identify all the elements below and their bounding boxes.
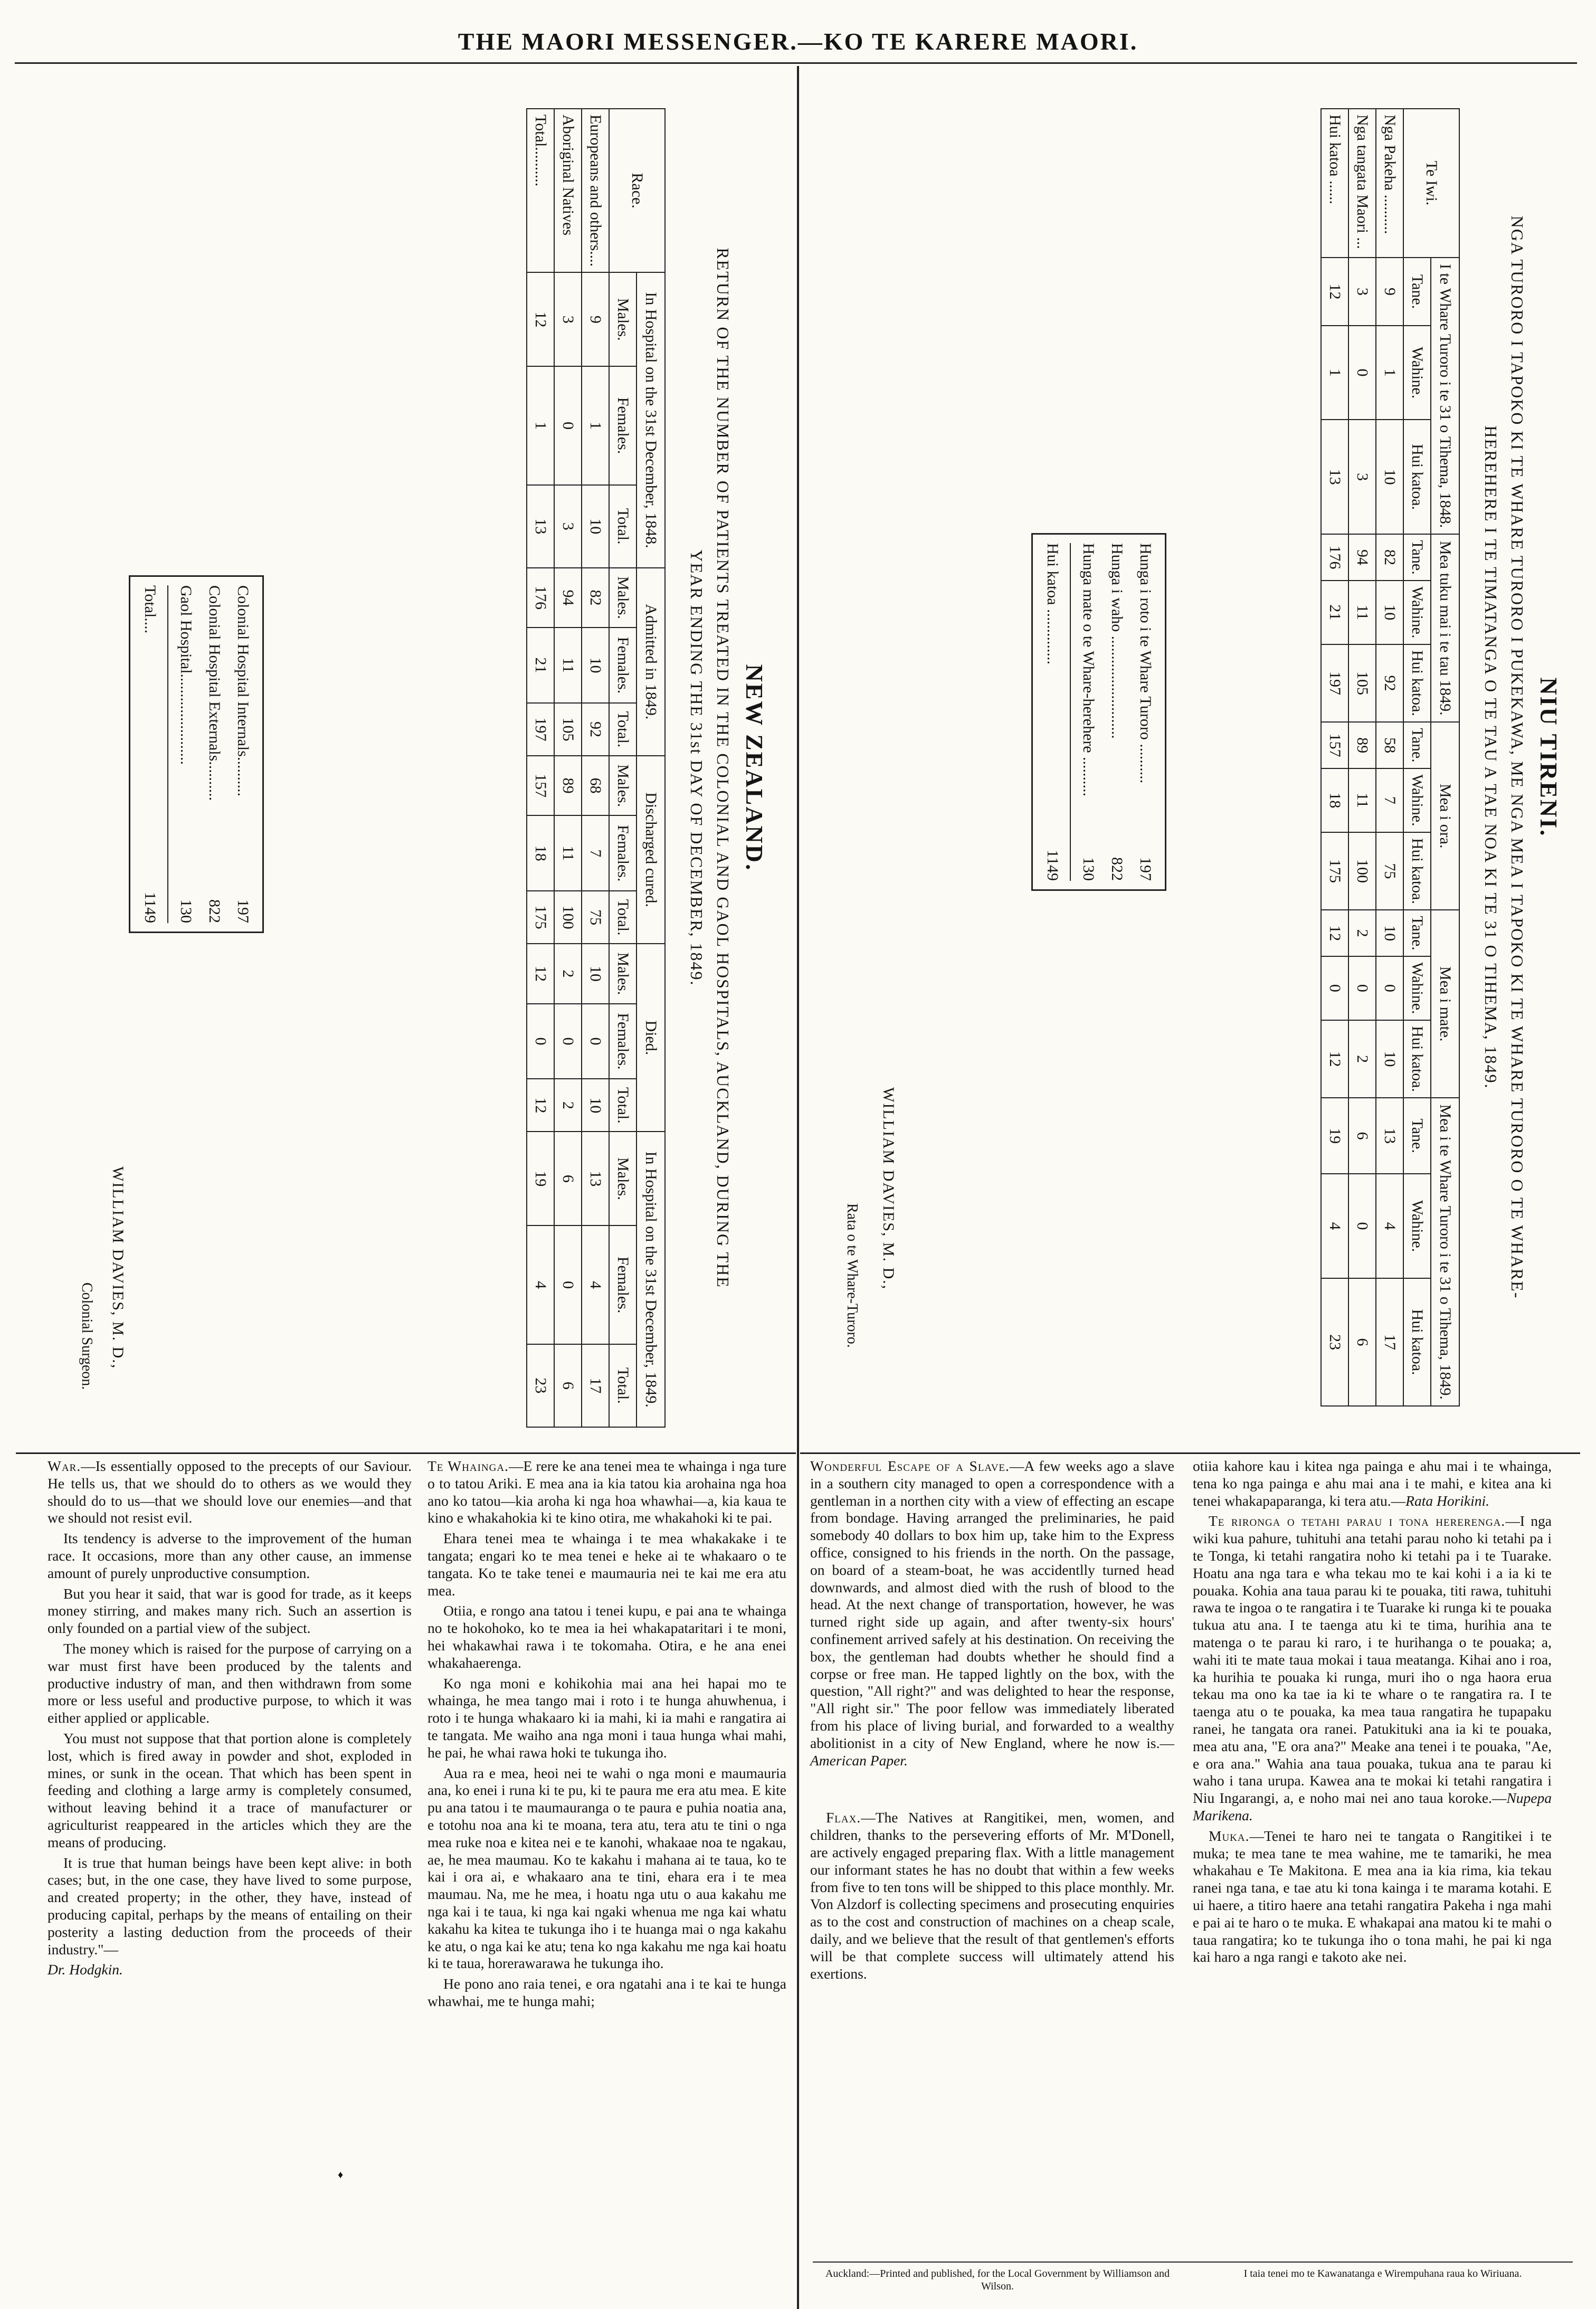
- table-cell: 0: [554, 1004, 582, 1079]
- sub-header-row: [609, 109, 636, 1427]
- table-cell: 18: [527, 815, 554, 891]
- table-cell: 1: [527, 366, 554, 484]
- sub-header: Males.: [609, 1132, 636, 1225]
- sub-header: Tane.: [1403, 534, 1431, 581]
- table-cell: 68: [582, 756, 609, 815]
- table-cell: 100: [554, 891, 582, 944]
- slave-title: Wonderful Escape of a Slave.: [810, 1458, 1010, 1474]
- flax-title: Flax.: [826, 1809, 861, 1826]
- table-cell: 6: [554, 1132, 582, 1225]
- row-label: Europeans and others....: [582, 109, 609, 272]
- article-war: [48, 1458, 412, 1982]
- niu-tireni-heading: NIU TIRENI.: [1535, 677, 1562, 838]
- table-cell: 10: [582, 628, 609, 703]
- slave-p1-text: —A few weeks ago a slave in a southern city managed to open a correspondence with a gentleman in a northen city with a view of effecting an escape from bondage. Having arranged the preliminaries, he paid somebody 40 dollars to box him up, take him to the Express office, consigned to his friends in the north. On the passage, on board of a steam-boat, he was accidentlly turned head downwards, and almost died with the rush of blood to the head. At the next change of transportation, however, he was turned right side up again, and after twenty-six hours' confinement arrived safely at his destination. On receiving the box, the gentleman had doubts whether he should find a corpse or free man. He tapped lightly on the box, with the question, "All right?" and was delighted to hear the response, "All right sir." The poor fellow was immediately liberated from his place of living burial, and forwarded to a wealthy abolitionist in a city of New England, where he now is.—: [810, 1458, 1174, 1751]
- table-row: [527, 109, 554, 1427]
- summary-divider: [167, 585, 168, 923]
- table-cell: 75: [582, 891, 609, 944]
- table-row: [1348, 109, 1376, 1406]
- center-column-rule: [797, 66, 799, 2309]
- table-cell: 0: [1348, 326, 1376, 420]
- subtitle-line-1: RETURN OF THE NUMBER OF PATIENTS TREATED IN THE COLONIAL AND GAOL HOSPITALS, AUCKLAND, DURING THE: [714, 248, 733, 1288]
- table-cell: 19: [1321, 1098, 1348, 1174]
- sub-header: Wahine.: [1403, 1174, 1431, 1278]
- table-cell: 10: [582, 1079, 609, 1132]
- niu-tireni-section: [819, 87, 1570, 1428]
- table-cell: 94: [554, 568, 582, 628]
- table-cell: 10: [582, 485, 609, 568]
- table-cell: 7: [1376, 768, 1403, 832]
- table-cell: 21: [1321, 581, 1348, 644]
- summary-label: Gaol Hospital.......................: [177, 585, 195, 765]
- summary-row: [1074, 543, 1103, 881]
- table-cell: 4: [1321, 1174, 1348, 1278]
- niu-tireni-summary: [1031, 533, 1166, 891]
- table-cell: 10: [1376, 581, 1403, 644]
- row-label: Nga tangata Maori ...: [1348, 109, 1376, 258]
- sub-header: Tane.: [1403, 258, 1431, 326]
- flax-p1: [810, 1809, 1174, 1982]
- table-cell: 13: [527, 485, 554, 568]
- summary-value: 822: [206, 899, 223, 923]
- sub-header: Females.: [609, 815, 636, 891]
- whainga-title: Te Whainga.: [428, 1458, 509, 1474]
- table-cell: 157: [527, 756, 554, 815]
- table-cell: 11: [1348, 581, 1376, 644]
- summary-label: Colonial Hospital Externals..........: [206, 585, 223, 801]
- new-zealand-summary: [129, 575, 264, 933]
- table-cell: 105: [1348, 644, 1376, 723]
- table-cell: 12: [1321, 910, 1348, 956]
- sub-header: Wahine.: [1403, 581, 1431, 644]
- table-cell: 0: [527, 1004, 554, 1079]
- group-header: Mea i ora.: [1431, 722, 1459, 910]
- table-cell: 82: [582, 568, 609, 628]
- war-p1-text: —Is essentially opposed to the precepts of our Saviour. He tells us, that we should do to others as we would they should do to us—that we should love our enemies—and that we should not resist evil.: [48, 1458, 412, 1526]
- table-cell: 1: [582, 366, 609, 484]
- sub-header: Wahine.: [1403, 768, 1431, 832]
- row-label: Nga Pakeha ..........: [1376, 109, 1403, 258]
- table-cell: 7: [582, 815, 609, 891]
- summary-row: [200, 585, 229, 923]
- summary-total: [1038, 543, 1067, 881]
- new-zealand-heading: NEW ZEALAND.: [741, 664, 768, 872]
- table-cell: 19: [527, 1132, 554, 1225]
- article-slave-flax: [810, 1458, 1174, 1985]
- sub-header: Males.: [609, 944, 636, 1003]
- summary-label: Hunga i waho ..........................: [1108, 543, 1126, 739]
- sub-header: Total.: [609, 891, 636, 944]
- table-row: [1321, 109, 1348, 1406]
- sub-header: Hui katoa.: [1403, 644, 1431, 723]
- table-cell: 105: [554, 703, 582, 756]
- table-cell: 6: [1348, 1098, 1376, 1174]
- sub-header: Females.: [609, 1225, 636, 1344]
- war-title: War.: [48, 1458, 81, 1474]
- niu-tireni-signature: WILLIAM DAVIES, M. D.,: [880, 1087, 897, 1290]
- sub-header: Total.: [609, 485, 636, 568]
- sub-header: Tane.: [1403, 910, 1431, 956]
- sub-header: Tane.: [1403, 722, 1431, 768]
- footer-right: I taia tenei mo te Kawanatanga e Wirempuhana raua ko Wiriuana.: [1243, 2268, 1522, 2279]
- table-cell: 10: [1376, 1020, 1403, 1098]
- table-cell: 12: [1321, 1020, 1348, 1098]
- sub-header: Females.: [609, 628, 636, 703]
- table-cell: 17: [1376, 1278, 1403, 1406]
- niu-tireni-table: [1320, 108, 1460, 1407]
- summary-total-label: Total....: [141, 585, 159, 634]
- table-cell: 17: [582, 1344, 609, 1427]
- table-cell: 3: [1348, 420, 1376, 534]
- table-cell: 0: [554, 366, 582, 484]
- table-cell: 12: [527, 944, 554, 1003]
- table-cell: 13: [1321, 420, 1348, 534]
- subtitle-line-2: HEREHERE I TE TIMATANGA O TE TAU A TAE NOA KI TE 31 O TIHEMA, 1849.: [1481, 425, 1500, 1089]
- table-cell: 21: [527, 628, 554, 703]
- sub-header: Hui katoa.: [1403, 1278, 1431, 1406]
- table-cell: 12: [527, 1079, 554, 1132]
- spacer: [810, 1772, 1174, 1809]
- whainga-p1-text: —E rere ke ana tenei mea te whainga i nga ture o to tatou Ariki. E mea ana ia kia tatou kia arohaina nga hoa ano ko tatou—kia aroha ki nga hoa whawhai—a, kia kaua te kino e whakahokia ki te kino otira, me whakahoki ki te pai.: [428, 1458, 787, 1526]
- war-p2: Its tendency is adverse to the improvement of the human race. It occasions, more than any other cause, an immense amount of purely unproductive consumption.: [48, 1530, 412, 1581]
- whainga-p3: Otiia, e rongo ana tatou i tenei kupu, e pai ana te whainga no te hokohoko, ko te mea ia hei whakapataritari i te moni, hei whakawhai rawa i te tokomaha. Otira, e he ana enei whakahaerenga.: [428, 1602, 786, 1671]
- table-cell: 23: [527, 1344, 554, 1427]
- table-cell: 4: [582, 1225, 609, 1344]
- table-cell: 94: [1348, 534, 1376, 581]
- summary-value: 822: [1108, 857, 1126, 881]
- summary-row: [172, 585, 200, 923]
- table-cell: 10: [1376, 420, 1403, 534]
- table-cell: 11: [1348, 768, 1376, 832]
- footer-rule: [813, 2262, 1573, 2263]
- tetahi-text: —I nga wiki kua pahure, tuhituhi ana tetahi parau noho ki tetahi pa i te Tonga, ki tetahi rangatira noho ki tetahi pa i te Tuarake. Hoatu ana nga tara e wha tekau mo te kai kohi i a ia ki te pouaka. Kohia ana taua parau ki te pouaka, titi rawa, tuhituhi rawa te ingoa o te rangatira i te Tuarake ki runga ki te pouaka tukua atu ana. I te taenga atu ki te tima, hurihia ana te matenga o te parau ki raro, i te hurihanga o te pouaka; a, wahi iti te mate taua mokai i taua meatanga. Kihai ano i roa, ka hurihia te pouaka ki runga, muri iho o nga haora erua tekau ma ono ka tae ia ki te whare o te rangatira ra. I te taenga atu o te pouaka, ka mea taua rangatira he tupapaku ranei, he tangata ora ranei. Patukituki ana ia ki te pouaka, mea atu ana, "E ora ana?" Meake ana tenei i te pouaka, "Ae, e ora ana." Wahia ana taua pouaka, tukua ana te parau ki waho i tana urupa. Kawea ana te mokai ki tetahi rangatira i Niu Ingarangi, a, e noho mai nei ano taua koroke.—: [1193, 1513, 1552, 1807]
- group-header: Mea tuku mai i te tau 1849.: [1431, 534, 1459, 722]
- whainga-p5: Aua ra e mea, heoi nei te wahi o nga moni e maumauria ana, ko enei i runa ki te pu, ki te paura me era atu mea. E kite pu ana tatou i te maumauranga o te paura e puhia noatia ana, e totohu noa ana ki te moana, tera atu, tera atu te tini o nga mea ruke noa e kitea nei e te kanohi, whakaae noa te ngakau, ae, he mea maumau. Ko te kakahu i mahana ai te taua, ko te kai i ora ai, e whakaaro ana te tini, ehara era i te mea maumau. Na, me he mea, i hoatu nga utu o aua kakahu me nga kai i te taua, ki nga kai ngaki whenua me nga kai whatu kakahu ka kitea te tukunga iho i te huanga mai o nga kakahu ke atu, o nga kai ke atu; tena ko nga kakahu me nga kai hoatu ki te taua, horerawarawa he tukunga iho.: [428, 1764, 786, 1972]
- new-zealand-signature-title: Colonial Surgeon.: [79, 1282, 95, 1390]
- table-cell: 0: [1376, 956, 1403, 1020]
- whainga-p6: He pono ano raia tenei, e ora ngatahi ana i te kai te hunga whawhai, me te hunga mahi;: [428, 1975, 786, 2009]
- table-cell: 18: [1321, 768, 1348, 832]
- section-rule-left: [16, 1452, 796, 1454]
- table-cell: 12: [527, 272, 554, 366]
- summary-label: Colonial Hospital Internals..........: [234, 585, 252, 796]
- table-cell: 92: [582, 703, 609, 756]
- col-header-race: Race.: [609, 109, 665, 272]
- sub-header: Total.: [609, 1079, 636, 1132]
- table-cell: 176: [527, 568, 554, 628]
- muka-text: —Tenei te haro nei te tangata o Rangitikei i te muka; te mea tane te mea wahine, me te tamariki, he mea whakahau e Te Makitona. E mea ana ia kia rima, kia tekau ranei nga tana, e tae atu ki tona kainga i te marama kotahi. E ui haere, a titiro haere ana tetahi rangatira Pakeha i nga mahi e pai ai te haro o te muka. E whakapai ana matou ki te mahi o taua rangatira; ko te tukunga iho o tona mahi, he pai ki nga kai haro a nga rangi e takoto ake nei.: [1193, 1827, 1552, 1965]
- table-cell: 82: [1376, 534, 1403, 581]
- sub-header: Males.: [609, 568, 636, 628]
- new-zealand-subtitle: [683, 108, 736, 1428]
- group-header: Mea i mate.: [1431, 910, 1459, 1098]
- table-row: [1376, 109, 1403, 1406]
- col-header-iwi: Te Iwi.: [1403, 109, 1459, 258]
- row-label: Aboriginal Natives: [554, 109, 582, 272]
- whainga-p1: [428, 1458, 786, 1527]
- table-cell: 3: [554, 272, 582, 366]
- table-cell: 13: [582, 1132, 609, 1225]
- tetahi-p: [1193, 1513, 1552, 1824]
- war-cite: Dr. Hodgkin.: [48, 1961, 123, 1978]
- subtitle-line-2: YEAR ENDING THE 31st DAY OF DECEMBER, 1849.: [687, 549, 706, 986]
- table-cell: 10: [582, 944, 609, 1003]
- muka-p: [1193, 1828, 1552, 1966]
- sub-header: Hui katoa.: [1403, 832, 1431, 910]
- table-cell: 175: [1321, 832, 1348, 910]
- table-cell: 2: [1348, 1020, 1376, 1098]
- table-cell: 175: [527, 891, 554, 944]
- whainga-p2: Ehara tenei mea te whainga i te mea whakakake i te tangata; engari ko te mea tenei e heke ai te whakaaro o te tangata. Ko te take tenei e maumauria nei te kai me era atu mea.: [428, 1530, 786, 1599]
- table-cell: 2: [554, 944, 582, 1003]
- summary-total: [136, 585, 164, 923]
- war-p6: It is true that human beings have been kept alive: in both cases; but, in the one case, they have lived to some purpose, and created property; in the other, they have, instead of producing capital, perhaps by the means of entailing on their posterity a lasting deduction from the proceeds of their industry."—: [48, 1854, 412, 1958]
- sub-header: Males.: [609, 272, 636, 366]
- group-header: I te Whare Turoro i te 31 o Tihema, 1848.: [1431, 258, 1459, 534]
- group-header: Discharged cured.: [636, 756, 665, 944]
- table-cell: 197: [1321, 644, 1348, 723]
- ink-mark: ♦: [338, 2169, 344, 2181]
- table-cell: 2: [1348, 910, 1376, 956]
- sub-header: Wahine.: [1403, 326, 1431, 420]
- table-cell: 89: [554, 756, 582, 815]
- table-cell: 176: [1321, 534, 1348, 581]
- table-row: [554, 109, 582, 1427]
- masthead: THE MAORI MESSENGER.—KO TE KARERE MAORI.: [458, 28, 1138, 55]
- table-cell: 89: [1348, 722, 1376, 768]
- war-p5: You must not suppose that that portion alone is completely lost, which is fired away in powder and shot, exploded in mines, or sunk in the ocean. That which has been spent in feeding and clothing a large army is completely consumed, without leaving behind it a trace of manufacturer or agriculturist reappeared in the articles which they are the means of producing.: [48, 1730, 412, 1850]
- right-p0-text: otiia kahore kau i kitea nga painga e ahu mai i te whainga, tena ko nga painga e ahu mai ana i te mahi, e kitea ana ki tenei whakapaparanga, ki tera atu.—: [1193, 1458, 1552, 1509]
- table-cell: 0: [1348, 956, 1376, 1020]
- sub-header: Wahine.: [1403, 956, 1431, 1020]
- summary-value: 130: [1080, 857, 1097, 881]
- slave-p1: [810, 1458, 1174, 1769]
- row-label: Hui katoa ......: [1321, 109, 1348, 258]
- whainga-p4: Ko nga moni e kohikohia mai ana hei hapai mo te whainga, he mea tango mai i roto i te hunga ahuwhenua, i roto i te hunga whakaaro ki ia mahi, ki ia mahi e rangatira ai te tangata. Me waiho ana nga moni i taua hunga whai mahi, he pai, he whai rawa hoki te tukunga iho.: [428, 1675, 786, 1761]
- article-whainga: [428, 1458, 786, 2013]
- table-cell: 0: [1348, 1174, 1376, 1278]
- table-cell: 75: [1376, 832, 1403, 910]
- section-rule-right: [800, 1452, 1580, 1454]
- table-cell: 9: [582, 272, 609, 366]
- table-cell: 6: [554, 1344, 582, 1427]
- table-cell: 58: [1376, 722, 1403, 768]
- table-cell: 92: [1376, 644, 1403, 723]
- sub-header: Females.: [609, 1004, 636, 1079]
- table-cell: 197: [527, 703, 554, 756]
- table-cell: 1: [1376, 326, 1403, 420]
- summary-row: [1131, 543, 1160, 881]
- masthead-rule: [15, 62, 1577, 64]
- new-zealand-table: [526, 108, 666, 1428]
- table-cell: 23: [1321, 1278, 1348, 1406]
- niu-tireni-subtitle: [1478, 108, 1531, 1407]
- row-label: Total..........: [527, 109, 554, 272]
- table-cell: 100: [1348, 832, 1376, 910]
- sub-header: Males.: [609, 756, 636, 815]
- table-cell: 4: [527, 1225, 554, 1344]
- group-header: Mea i te Whare Turoro i te 31 o Tihema, 1849.: [1431, 1098, 1459, 1406]
- flax-p1-text: —The Natives at Rangitikei, men, women, and children, thanks to the persevering efforts of Mr. M'Donell, are actively engaged preparing flax. With a little management our informant states he has no doubt that within a few weeks from five to ten tons will be shipped to this place monthly. Mr. Von Alzdorf is collecting specimens and prosecuting enquiries as to the cost and construction of machines on a cheap scale, daily, and we believe that the result of that gentlemen's efforts will be that complete success will ultimately attend his exertions.: [810, 1809, 1174, 1982]
- tetahi-title: Te rironga o tetahi parau i tona hererenga.: [1209, 1513, 1506, 1529]
- group-header: Died.: [636, 944, 665, 1132]
- table-cell: 12: [1321, 258, 1348, 326]
- table-cell: 2: [554, 1079, 582, 1132]
- table-cell: 11: [554, 628, 582, 703]
- table-cell: 0: [554, 1225, 582, 1344]
- war-p4: The money which is raised for the purpose of carrying on a war must first have been produced by the talents and productive industry of man, and then withdrawn from some more or less useful and productive purpose, to which it was either applied or applicable.: [48, 1640, 412, 1726]
- group-header: Admitted in 1849.: [636, 568, 665, 756]
- summary-row: [1103, 543, 1131, 881]
- table-cell: 0: [1321, 956, 1348, 1020]
- summary-label: Hunga mate o te Whare-herehere ..........: [1080, 543, 1097, 797]
- summary-value: 130: [177, 899, 195, 923]
- table-cell: 4: [1376, 1174, 1403, 1278]
- slave-cite: American Paper.: [810, 1752, 908, 1769]
- niu-tireni-signature-title: Rata o te Whare-Turoro.: [844, 1203, 860, 1348]
- war-p1: [48, 1458, 412, 1527]
- table-cell: 9: [1376, 258, 1403, 326]
- sub-header: Tane.: [1403, 1098, 1431, 1174]
- group-header: In Hospital on the 31st December, 1849.: [636, 1132, 665, 1427]
- tetahi-cite: Nupepa Marikena.: [1193, 1790, 1552, 1823]
- table-cell: 3: [1348, 258, 1376, 326]
- sub-header: Hui katoa.: [1403, 1020, 1431, 1098]
- war-p3: But you hear it said, that war is good for trade, as it keeps money stirring, and makes many rich. Such an assertion is only founded on a partial view of the subject.: [48, 1585, 412, 1637]
- footer-left: Auckland:—Printed and published, for the Local Government by Williamson and Wilson.: [825, 2268, 1170, 2292]
- table-cell: 11: [554, 815, 582, 891]
- muka-title: Muka.: [1209, 1827, 1250, 1844]
- sub-header: Total.: [609, 1344, 636, 1427]
- article-right-column: [1193, 1458, 1552, 1969]
- right-p0: [1193, 1458, 1552, 1509]
- sub-header: Females.: [609, 366, 636, 484]
- summary-label: Hunga i roto i te Whare Turoro ..........: [1137, 543, 1154, 784]
- summary-total-value: 1149: [1044, 850, 1061, 881]
- table-cell: 0: [582, 1004, 609, 1079]
- table-row: [582, 109, 609, 1427]
- table-cell: 13: [1376, 1098, 1403, 1174]
- sub-header: Hui katoa.: [1403, 420, 1431, 534]
- right-p0-cite: Rata Horikini.: [1405, 1492, 1490, 1509]
- table-cell: 6: [1348, 1278, 1376, 1406]
- summary-divider: [1070, 543, 1071, 881]
- table-cell: 3: [554, 485, 582, 568]
- subtitle-line-1: NGA TURORO I TAPOKO KI TE WHARE TURORO I PUKEKAWA, ME NGA MEA I TAPOKO KI TE WHARE TURORO O TE WHARE-: [1508, 215, 1527, 1299]
- sub-header: Total.: [609, 703, 636, 756]
- new-zealand-signature: WILLIAM DAVIES, M. D.,: [109, 1166, 127, 1370]
- summary-row: [229, 585, 257, 923]
- sub-header-row: [1403, 109, 1431, 1406]
- summary-value: 197: [234, 899, 252, 923]
- table-cell: 10: [1376, 910, 1403, 956]
- group-header: In Hospital on the 31st December, 1848.: [636, 272, 665, 568]
- summary-total-label: Hui katoa ..............: [1044, 543, 1061, 664]
- table-cell: 1: [1321, 326, 1348, 420]
- summary-value: 197: [1137, 857, 1154, 881]
- summary-total-value: 1149: [141, 892, 159, 923]
- table-cell: 157: [1321, 722, 1348, 768]
